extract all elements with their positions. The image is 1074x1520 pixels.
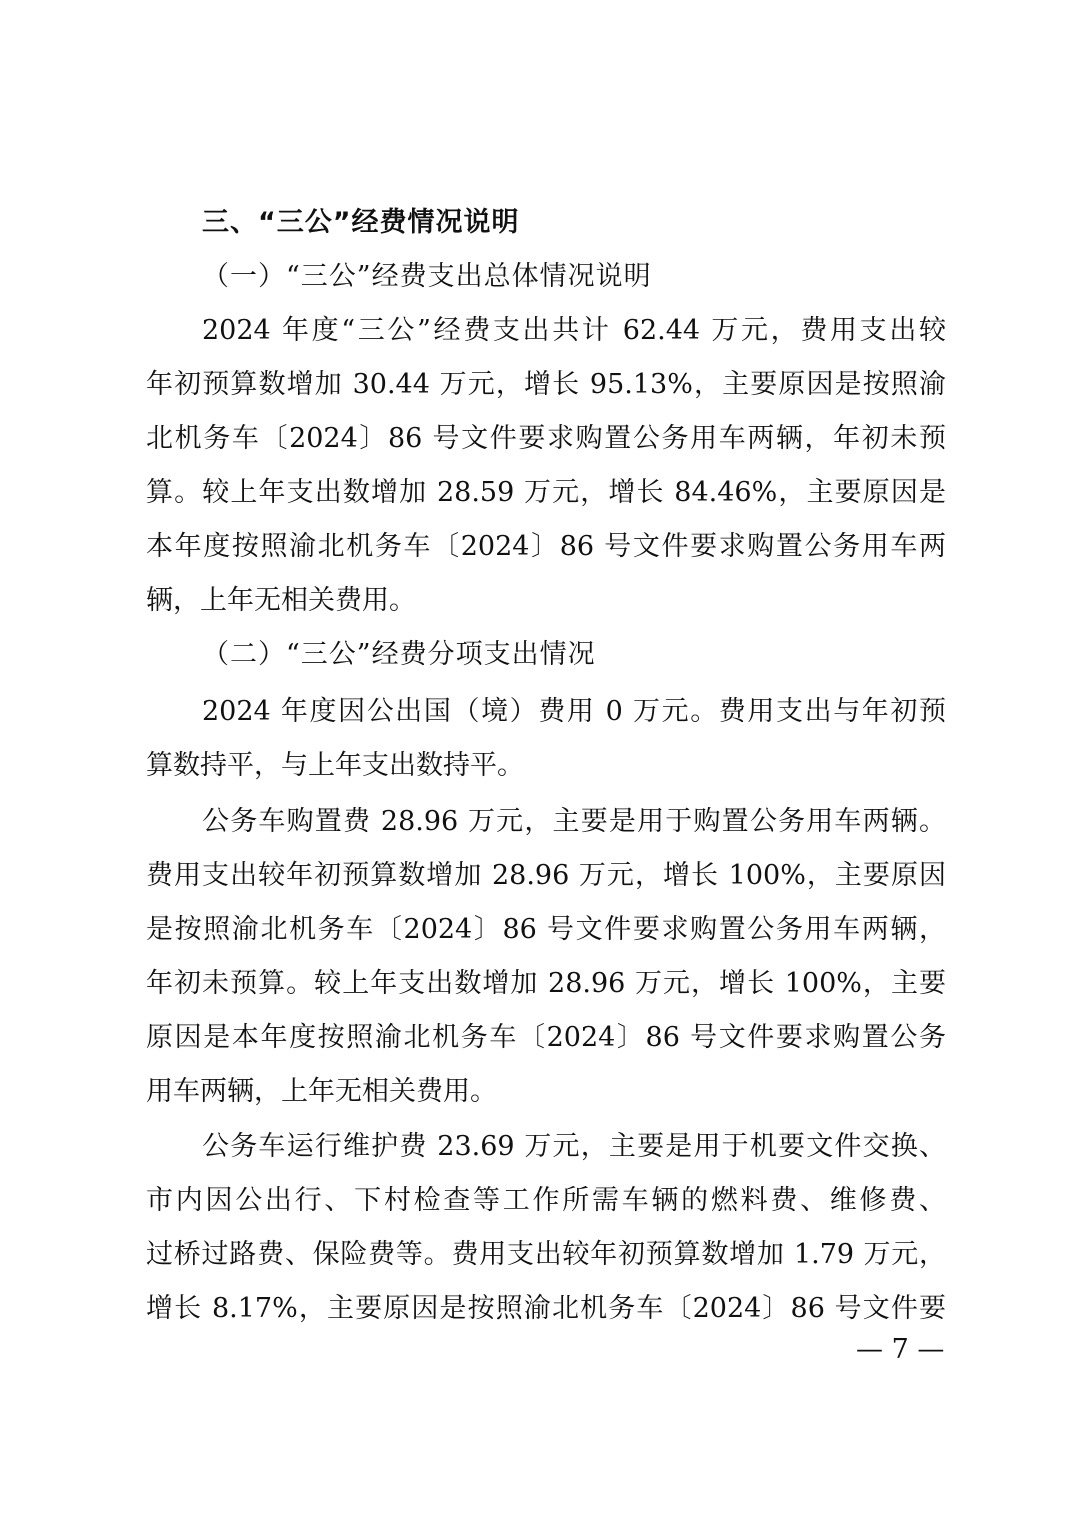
paragraph-line: 年初未预算。较上年支出数增加 28.96 万元，增长 100%，主要 (146, 968, 946, 999)
subsection-title-overall: （一）“三公”经费支出总体情况说明 (202, 261, 652, 292)
paragraph-line: 本年度按照渝北机务车〔2024〕86 号文件要求购置公务用车两 (146, 531, 946, 562)
paragraph-line: 算。较上年支出数增加 28.59 万元，增长 84.46%，主要原因是 (146, 477, 946, 508)
paragraph-line: 算数持平，与上年支出数持平。 (146, 750, 524, 781)
page-number: — 7 — (856, 1334, 945, 1365)
paragraph-line: 年初预算数增加 30.44 万元，增长 95.13%，主要原因是按照渝 (146, 369, 946, 400)
paragraph-line: 费用支出较年初预算数增加 28.96 万元，增长 100%，主要原因 (146, 860, 946, 891)
paragraph-line: 公务车运行维护费 23.69 万元，主要是用于机要文件交换、 (202, 1131, 946, 1162)
paragraph-line: 2024 年度因公出国（境）费用 0 万元。费用支出与年初预 (202, 696, 946, 727)
paragraph-line: 市内因公出行、下村检查等工作所需车辆的燃料费、维修费、 (146, 1185, 946, 1216)
paragraph-line: 2024 年度“三公”经费支出共计 62.44 万元，费用支出较 (202, 315, 946, 346)
paragraph-line: 辆，上年无相关费用。 (146, 585, 416, 616)
section-title: 三、“三公”经费情况说明 (202, 207, 520, 238)
paragraph-line: 是按照渝北机务车〔2024〕86 号文件要求购置公务用车两辆， (146, 914, 946, 945)
paragraph-line: 公务车购置费 28.96 万元，主要是用于购置公务用车两辆。 (202, 806, 946, 837)
subsection-title-itemized: （二）“三公”经费分项支出情况 (202, 639, 596, 670)
paragraph-line: 增长 8.17%，主要原因是按照渝北机务车〔2024〕86 号文件要 (146, 1293, 946, 1324)
paragraph-line: 原因是本年度按照渝北机务车〔2024〕86 号文件要求购置公务 (146, 1022, 946, 1053)
paragraph-line: 过桥过路费、保险费等。费用支出较年初预算数增加 1.79 万元， (146, 1239, 946, 1270)
paragraph-line: 北机务车〔2024〕86 号文件要求购置公务用车两辆，年初未预 (146, 423, 946, 454)
paragraph-line: 用车两辆，上年无相关费用。 (146, 1076, 497, 1107)
